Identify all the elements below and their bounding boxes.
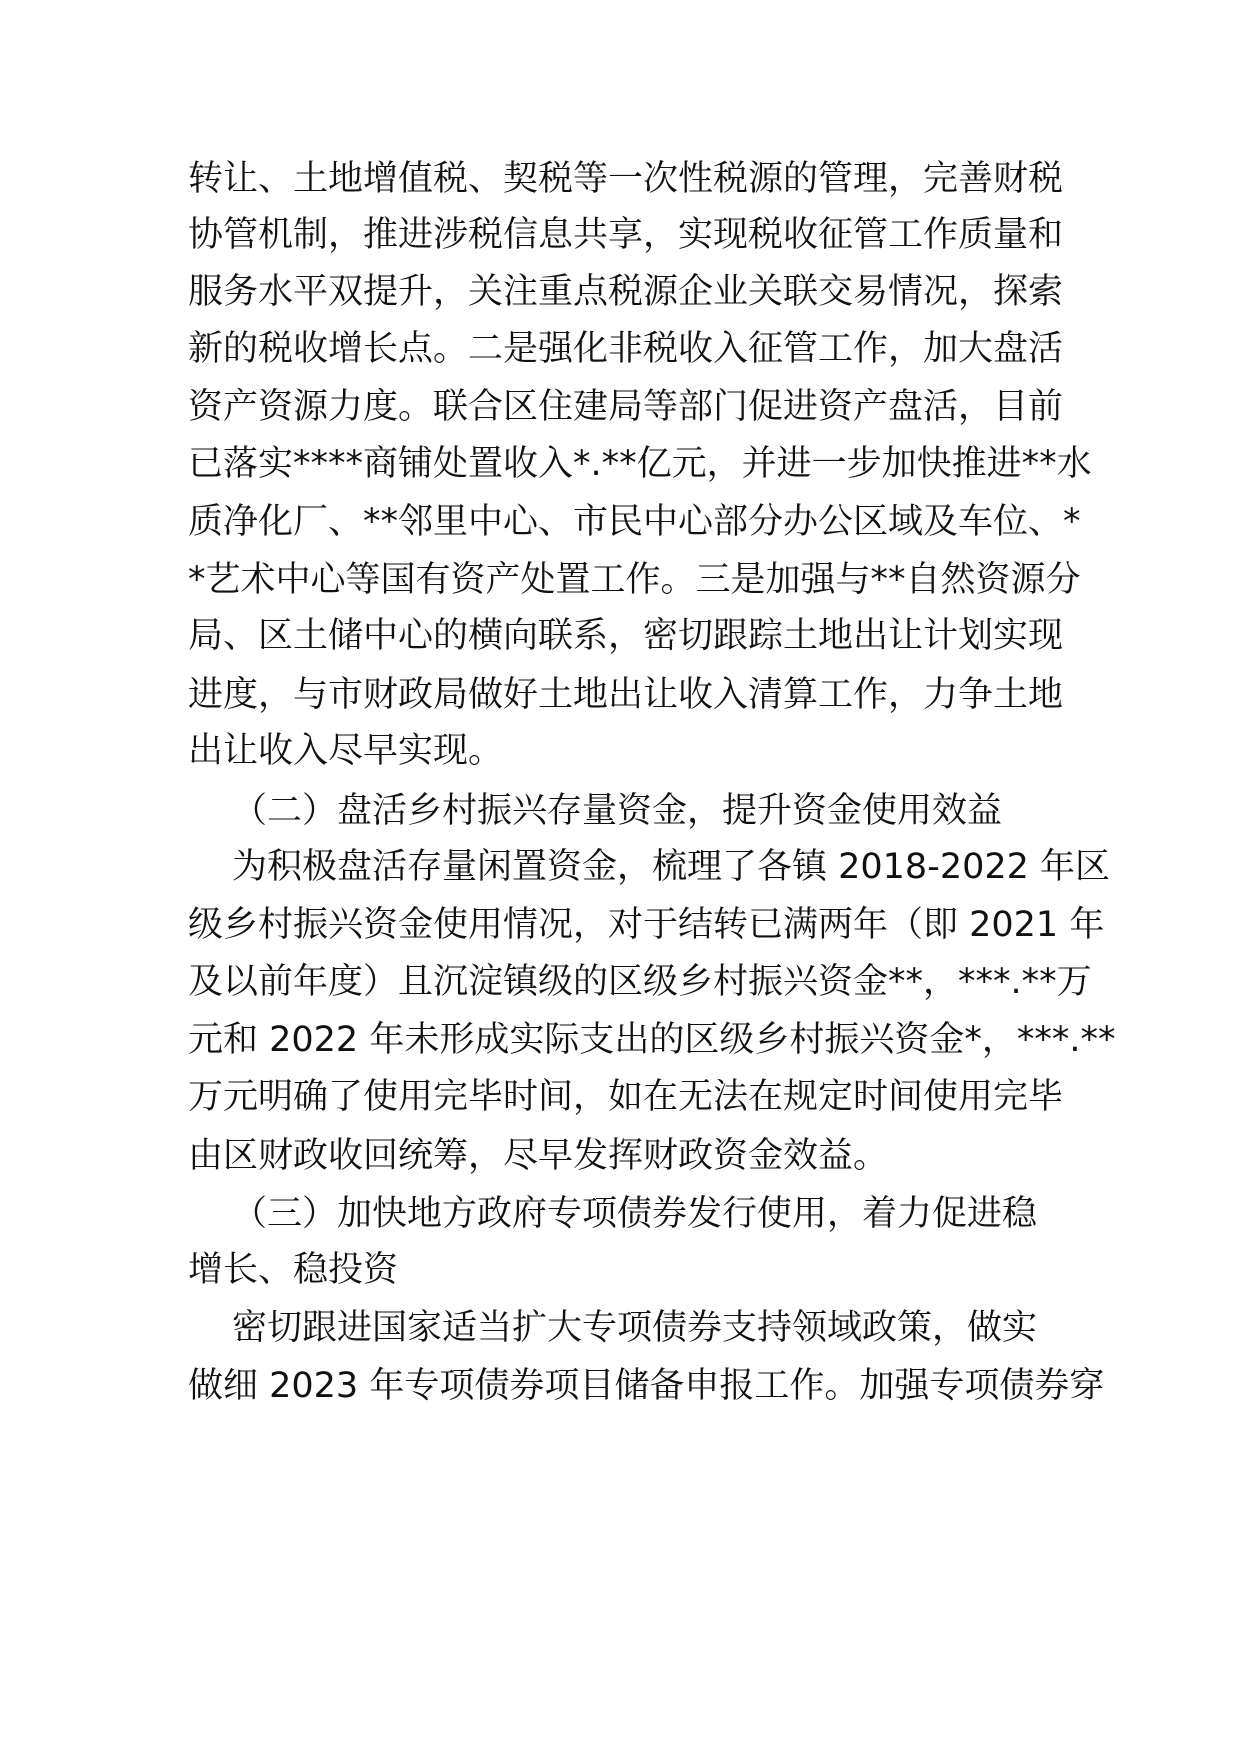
body-line: 局、区土储中心的横向联系，密切跟踪土地出让计划实现 — [188, 616, 1064, 656]
body-line: 转让、土地增值税、契税等一次性税源的管理，完善财税 — [188, 159, 1064, 199]
section-heading-3: （三）加快地方政府专项债券发行使用，着力促进稳 — [232, 1194, 1038, 1234]
body-line: 新的税收增长点。二是强化非税收入征管工作，加大盘活 — [188, 329, 1064, 369]
body-line: 出让收入尽早实现。 — [188, 731, 504, 771]
body-line: *艺术中心等国有资产处置工作。三是加强与**自然资源分 — [188, 560, 1081, 600]
body-line: 资产资源力度。联合区住建局等部门促进资产盘活，目前 — [188, 387, 1064, 427]
section-heading-2: （二）盘活乡村振兴存量资金，提升资金使用效益 — [232, 791, 1003, 831]
body-line: 级乡村振兴资金使用情况，对于结转已满两年（即 2021 年 — [188, 905, 1105, 945]
paragraph-first-line: 为积极盘活存量闲置资金，梳理了各镇 2018-2022 年区 — [232, 847, 1111, 887]
body-line: 及以前年度）且沉淀镇级的区级乡村振兴资金**，***.**万 — [188, 962, 1092, 1002]
section-heading-3-cont: 增长、稳投资 — [188, 1250, 399, 1290]
body-line: 协管机制，推进涉税信息共享，实现税收征管工作质量和 — [188, 215, 1064, 255]
body-line: 万元明确了使用完毕时间，如在无法在规定时间使用完毕 — [188, 1077, 1064, 1117]
body-line: 已落实****商铺处置收入*.**亿元，并进一步加快推进**水 — [188, 444, 1092, 484]
body-line: 元和 2022 年未形成实际支出的区级乡村振兴资金*，***.** — [188, 1020, 1116, 1060]
body-line: 服务水平双提升，关注重点税源企业关联交易情况，探索 — [188, 272, 1064, 312]
paragraph-first-line: 密切跟进国家适当扩大专项债券支持领域政策，做实 — [232, 1308, 1038, 1348]
body-line: 做细 2023 年专项债券项目储备申报工作。加强专项债券穿 — [188, 1366, 1105, 1406]
body-line: 进度，与市财政局做好土地出让收入清算工作，力争土地 — [188, 675, 1064, 715]
body-line: 由区财政收回统筹，尽早发挥财政资金效益。 — [188, 1136, 889, 1176]
body-line: 质净化厂、**邻里中心、市民中心部分办公区域及车位、* — [188, 502, 1081, 542]
